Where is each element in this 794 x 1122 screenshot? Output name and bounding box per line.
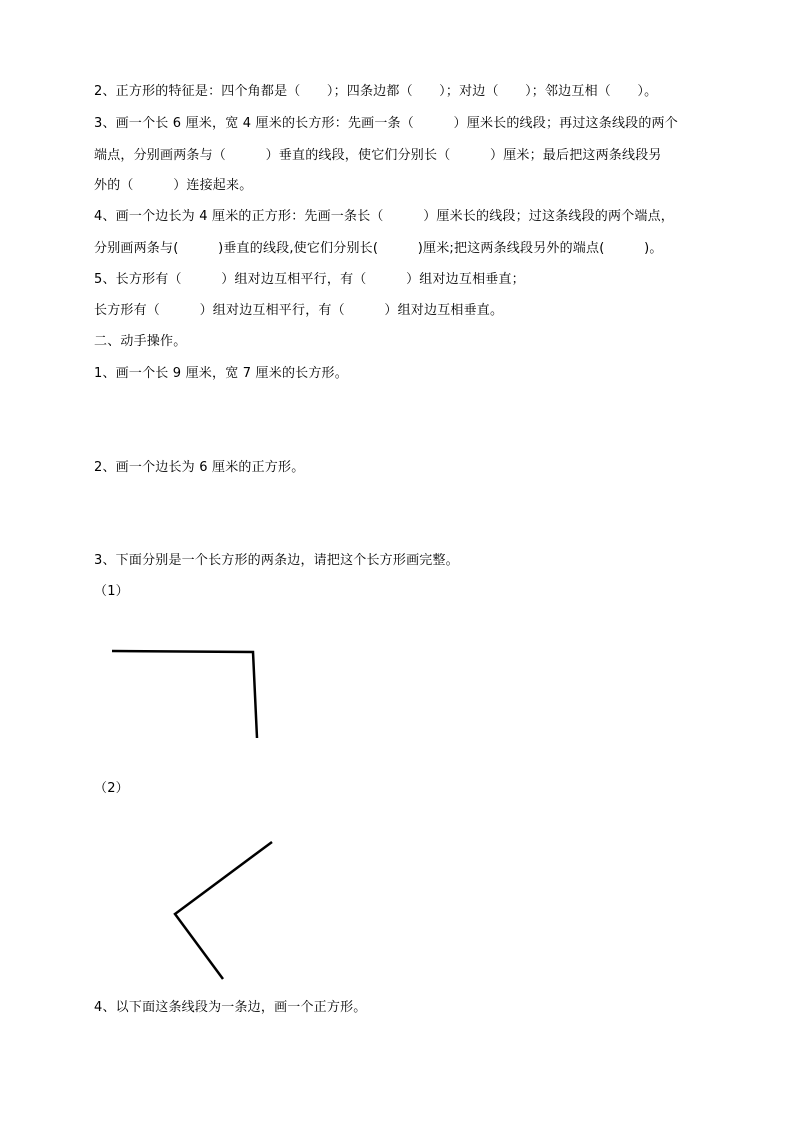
question-3-line-2: 端点，分别画两条与（ ）垂直的线段，使它们分别长（ ）厘米；最后把这两条线段另 (94, 148, 662, 163)
question-5-line-1: 5、长方形有（ ）组对边互相平行，有（ ）组对边互相垂直； (94, 272, 525, 287)
task-4-draw-square-from-segment: 4、以下面这条线段为一条边，画一个正方形。 (94, 1000, 367, 1015)
question-3-line-3: 外的（ ）连接起来。 (94, 178, 253, 193)
task-3-complete-rectangle: 3、下面分别是一个长方形的两条边，请把这个长方形画完整。 (94, 553, 459, 568)
task-3-subpart-1-label: （1） (94, 584, 129, 599)
question-4-line-1: 4、画一个边长为 4 厘米的正方形：先画一条长（ ）厘米长的线段；过这条线段的两个端点， (94, 209, 675, 224)
task-1-draw-rectangle: 1、画一个长 9 厘米，宽 7 厘米的长方形。 (94, 366, 348, 381)
question-5-line-2: 长方形有（ ）组对边互相平行，有（ ）组对边互相垂直。 (94, 303, 504, 318)
task-3-subpart-2-label: （2） (94, 781, 129, 796)
section-2-heading: 二、动手操作。 (94, 334, 187, 349)
question-3-line-1: 3、画一个长 6 厘米，宽 4 厘米的长方形：先画一条（ ）厘米长的线段；再过这条线段的两个 (94, 116, 678, 131)
task-2-draw-square: 2、画一个边长为 6 厘米的正方形。 (94, 460, 305, 475)
question-4-line-2: 分别画两条与( )垂直的线段,使它们分别长( )厘米;把这两条线段另外的端点( )。 (94, 241, 663, 256)
question-2-square-features: 2、正方形的特征是：四个角都是（ ）；四条边都（ ）；对边（ ）；邻边互相（ ）。 (94, 84, 658, 99)
figure-2-rectangle-two-sides (175, 842, 272, 979)
figure-1-rectangle-two-sides (112, 651, 257, 738)
